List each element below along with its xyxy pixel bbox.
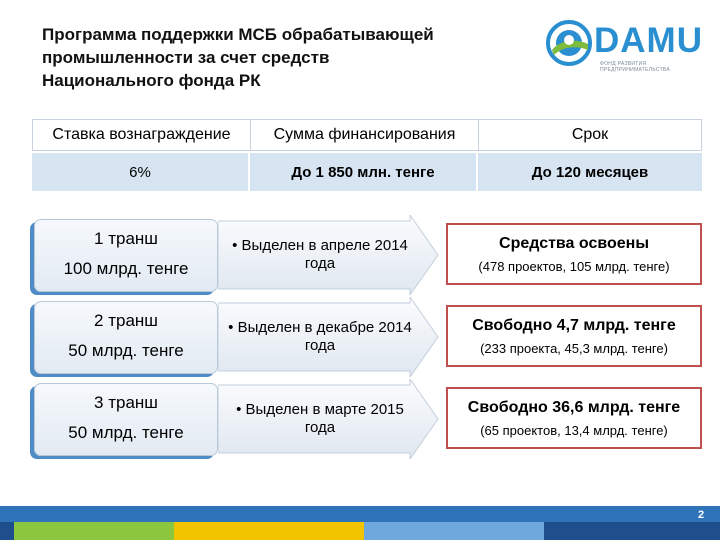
tranche-allocation-text: • Выделен в апреле 2014 года xyxy=(232,237,408,272)
value-rate: 6% xyxy=(32,153,250,191)
tranche-amount: 50 млрд. тенге xyxy=(68,423,184,442)
footer-segment xyxy=(364,522,544,540)
value-amount: До 1 850 млн. тенге xyxy=(250,153,478,191)
value-term: До 120 месяцев xyxy=(531,163,649,181)
page-title-line-1: Программа поддержки МСБ обрабатывающей xyxy=(42,25,434,44)
terms-table xyxy=(32,119,702,191)
logo-wordmark: DAMU xyxy=(594,21,703,60)
footer-color-strip xyxy=(0,522,720,540)
tranche-2-box xyxy=(34,301,218,374)
tranche-1-box xyxy=(34,219,218,292)
terms-table-header xyxy=(32,119,702,153)
tranche-1-status xyxy=(446,223,702,285)
status-title: Свободно 4,7 млрд. тенге xyxy=(472,317,676,334)
status-detail: (233 проекта, 45,3 млрд. тенге) xyxy=(480,341,668,356)
status-title: Средства освоены xyxy=(499,235,649,252)
tranche-2-arrow xyxy=(218,297,440,377)
footer-segment xyxy=(544,522,720,540)
tranche-amount: 100 млрд. тенге xyxy=(63,259,189,278)
header-term: Срок xyxy=(478,119,702,151)
page-title-line-3: Национального фонда РК xyxy=(42,71,261,90)
tranche-allocation-text: • Выделен в декабре 2014 года xyxy=(228,319,412,354)
tranche-3-box xyxy=(34,383,218,456)
status-title: Свободно 36,6 млрд. тенге xyxy=(467,399,681,416)
header-amount: Сумма финансирования xyxy=(250,119,478,151)
page-title xyxy=(42,23,522,92)
tranche-allocation-text: • Выделен в марте 2015 года xyxy=(236,401,404,436)
tranche-3-status xyxy=(446,387,702,449)
damu-logo xyxy=(546,14,710,74)
damu-logo-emblem-icon xyxy=(546,20,592,66)
status-detail: (478 проектов, 105 млрд. тенге) xyxy=(478,259,670,274)
footer-segment xyxy=(0,522,14,540)
page-number: 2 xyxy=(698,509,705,521)
header-rate: Ставка вознаграждение xyxy=(32,119,250,151)
footer-bar xyxy=(0,506,720,522)
tranche-amount: 50 млрд. тенге xyxy=(68,341,184,360)
footer-segment xyxy=(174,522,364,540)
tranche-name: 1 транш xyxy=(94,229,158,248)
tranche-name: 2 транш xyxy=(94,311,158,330)
logo-tagline: ФОНД РАЗВИТИЯ ПРЕДПРИНИМАТЕЛЬСТВА xyxy=(600,61,671,73)
tranche-1-arrow xyxy=(218,215,440,295)
tranche-2-status xyxy=(446,305,702,367)
footer-segment xyxy=(14,522,174,540)
tranche-3-arrow xyxy=(218,379,440,459)
terms-table-row xyxy=(32,153,702,191)
status-detail: (65 проектов, 13,4 млрд. тенге) xyxy=(480,423,668,438)
tranche-name: 3 транш xyxy=(94,393,158,412)
page-title-line-2: промышленности за счет средств xyxy=(42,48,330,67)
